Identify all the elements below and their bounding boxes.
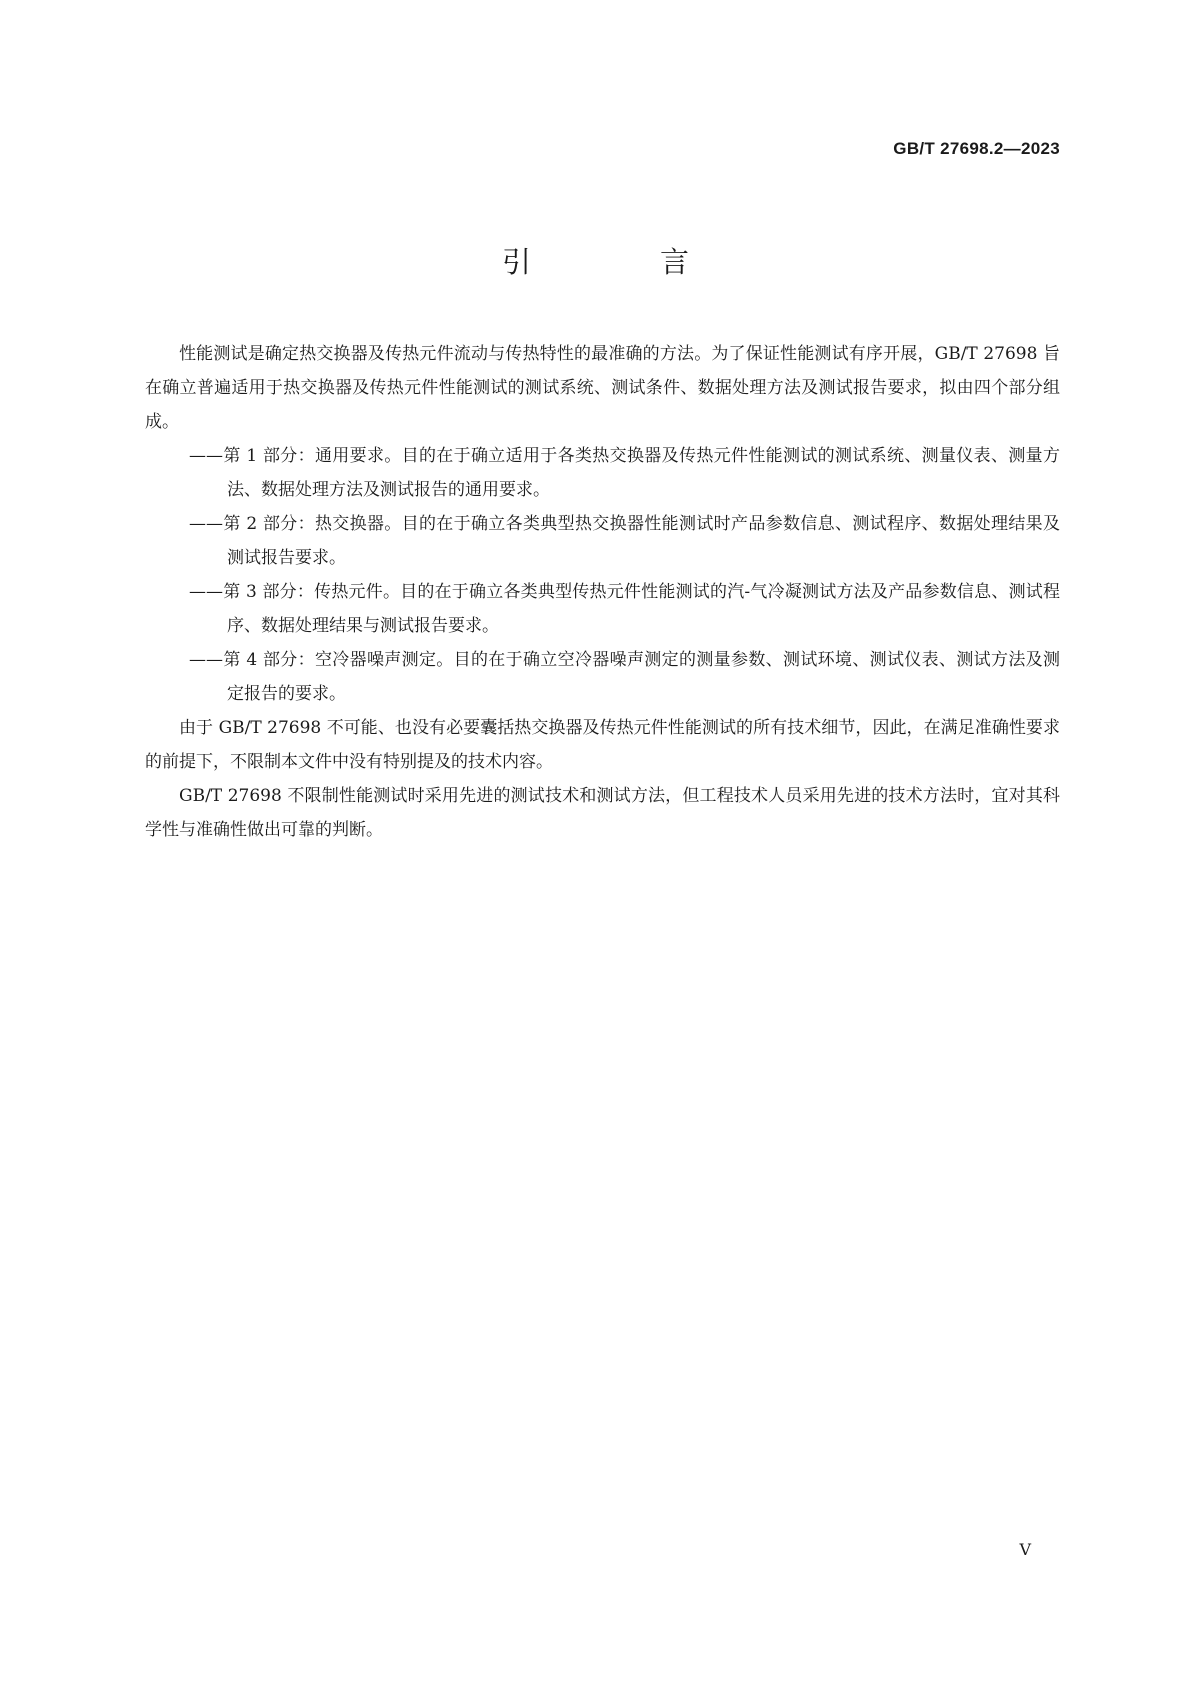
page-number: V bbox=[1019, 1540, 1031, 1559]
intro-paragraph: 性能测试是确定热交换器及传热元件流动与传热特性的最准确的方法。为了保证性能测试有序开展，GB/T 27698 旨在确立普遍适用于热交换器及传热元件性能测试的测试系统、测试条件、数据处理方法及测试报告要求，拟由四个部分组成。 bbox=[145, 344, 1060, 432]
part-list-item-2: ——第 2 部分：热交换器。目的在于确立各类典型热交换器性能测试时产品参数信息、测试程序、数据处理结果及测试报告要求。 bbox=[189, 514, 1060, 568]
part-list-item-1: ——第 1 部分：通用要求。目的在于确立适用于各类热交换器及传热元件性能测试的测试系统、测量仪表、测量方法、数据处理方法及测试报告的通用要求。 bbox=[189, 446, 1060, 500]
part-list-item-3: ——第 3 部分：传热元件。目的在于确立各类典型传热元件性能测试的汽-气冷凝测试方法及产品参数信息、测试程序、数据处理结果与测试报告要求。 bbox=[189, 582, 1060, 636]
method-paragraph: GB/T 27698 不限制性能测试时采用先进的测试技术和测试方法，但工程技术人员采用先进的技术方法时，宜对其科学性与准确性做出可靠的判断。 bbox=[145, 786, 1060, 840]
document-body bbox=[145, 337, 1060, 847]
standard-code: GB/T 27698.2—2023 bbox=[893, 139, 1060, 158]
part-list-item-4: ——第 4 部分：空冷器噪声测定。目的在于确立空冷器噪声测定的测量参数、测试环境、测试仪表、测试方法及测定报告的要求。 bbox=[189, 650, 1060, 704]
page-title: 引 言 bbox=[501, 245, 739, 279]
scope-paragraph: 由于 GB/T 27698 不可能、也没有必要囊括热交换器及传热元件性能测试的所有技术细节，因此，在满足准确性要求的前提下，不限制本文件中没有特别提及的技术内容。 bbox=[145, 718, 1060, 772]
